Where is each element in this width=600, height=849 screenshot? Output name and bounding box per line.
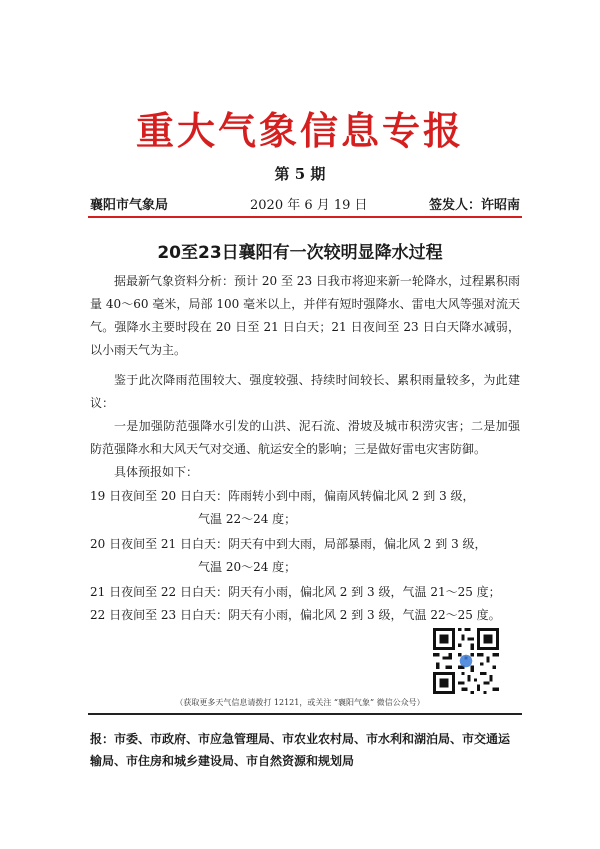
forecast-line: 21 日夜间至 22 日白天：阴天有小雨，偏北风 2 到 3 级，气温 21～25 度； xyxy=(90,585,501,599)
qr-note: （获取更多天气信息请拨打 12121，或关注 “襄阳气象” 微信公众号） xyxy=(175,698,425,707)
issue-number: 第 5 期 xyxy=(274,165,326,183)
paragraph-suggestion: 鉴于此次降雨范围较大、强度较强、持续时间较长、累积雨量较多，为此建议： xyxy=(90,373,520,410)
paragraph-measures: 一是加强防范强降水引发的山洪、泥石流、滑坡及城市积涝灾害；二是加强防范强降水和大风天气对交通、航运安全的影响；三是做好雷电灾害防御。 xyxy=(90,419,520,456)
forecast-line: 22 日夜间至 23 日白天：阴天有小雨，偏北风 2 到 3 级，气温 22～25 度。 xyxy=(90,608,501,622)
meta-row xyxy=(90,194,520,214)
bulletin-title: 重大气象信息专报 xyxy=(135,109,464,153)
qr-code-icon xyxy=(433,628,499,694)
forecast-line: 20 日夜间至 21 日白天：阴天有中到大雨，局部暴雨，偏北风 2 到 3 级， xyxy=(90,537,487,551)
issuing-agency: 襄阳市气象局 xyxy=(90,198,169,213)
paragraph-analysis: 据最新气象资料分析：预计 20 至 23 日我市将迎来新一轮降水，过程累积雨量 40～60 毫米，局部 100 毫米以上，并伴有短时强降水、雷电大风等强对流天气。强降水主要时段在 20 日至 21 日白天；21 日夜间至 23 日白天降水减弱，以小雨天气为主。 xyxy=(90,274,520,357)
footer-divider xyxy=(88,713,522,715)
header-divider xyxy=(88,216,522,218)
distribution-list: 报：市委、市政府、市应急管理局、市农业农村局、市水利和湖泊局、市交通运输局、市住房和城乡建设局、市自然资源和规划局 xyxy=(90,732,511,768)
paragraph-forecast-intro: 具体预报如下： xyxy=(114,465,199,479)
issue-date: 2020 年 6 月 19 日 xyxy=(250,198,368,213)
signer: 签发人：许昭南 xyxy=(428,198,520,213)
forecast-line: 19 日夜间至 20 日白天：阵雨转小到中雨，偏南风转偏北风 2 到 3 级， xyxy=(90,489,475,503)
forecast-line-cont: 气温 22～24 度； xyxy=(198,512,297,526)
forecast-line-cont: 气温 20～24 度； xyxy=(198,560,297,574)
report-headline: 20至23日襄阳有一次较明显降水过程 xyxy=(157,243,443,263)
